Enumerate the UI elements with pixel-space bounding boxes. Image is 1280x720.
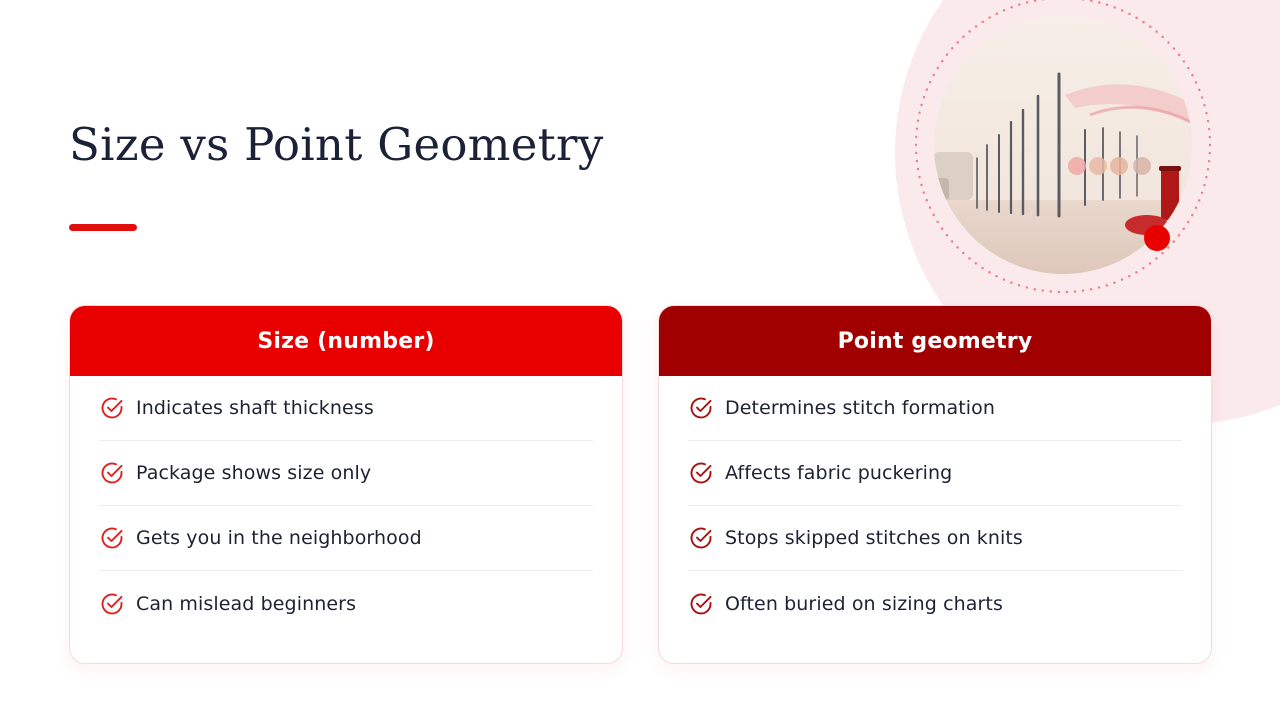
- item-label: Gets you in the neighborhood: [136, 527, 422, 549]
- item-label: Determines stitch formation: [725, 397, 996, 419]
- check-circle-icon: [688, 395, 714, 421]
- item-label: Stops skipped stitches on knits: [725, 527, 1023, 549]
- list-item: [99, 441, 593, 506]
- check-circle-icon: [688, 460, 714, 486]
- card-list: [659, 376, 1211, 636]
- item-label: Indicates shaft thickness: [136, 397, 374, 419]
- item-label: Package shows size only: [136, 462, 372, 484]
- item-label: Often buried on sizing charts: [725, 592, 1003, 615]
- size-number-card: [69, 305, 623, 664]
- point-geometry-card: [658, 305, 1212, 664]
- sewing-needles-icon: [915, 0, 1215, 300]
- check-circle-icon: [688, 525, 714, 551]
- list-item: [688, 571, 1182, 636]
- slide-title: Size vs Point Geometry: [69, 118, 604, 171]
- check-circle-icon: [99, 460, 125, 486]
- check-circle-icon: [99, 525, 125, 551]
- card-header: Size (number): [70, 306, 622, 376]
- list-item: [99, 571, 593, 636]
- check-circle-icon: [99, 395, 125, 421]
- title-accent-bar: [69, 224, 137, 231]
- list-item: [688, 506, 1182, 571]
- item-label: Affects fabric puckering: [725, 462, 953, 484]
- list-item: [99, 506, 593, 571]
- needles-photo: [915, 0, 1215, 300]
- list-item: [688, 441, 1182, 506]
- list-item: [688, 376, 1182, 441]
- check-circle-icon: [99, 591, 125, 617]
- card-list: [70, 376, 622, 636]
- list-item: [99, 376, 593, 441]
- item-label: Can mislead beginners: [136, 592, 357, 615]
- check-circle-icon: [688, 591, 714, 617]
- card-header: Point geometry: [659, 306, 1211, 376]
